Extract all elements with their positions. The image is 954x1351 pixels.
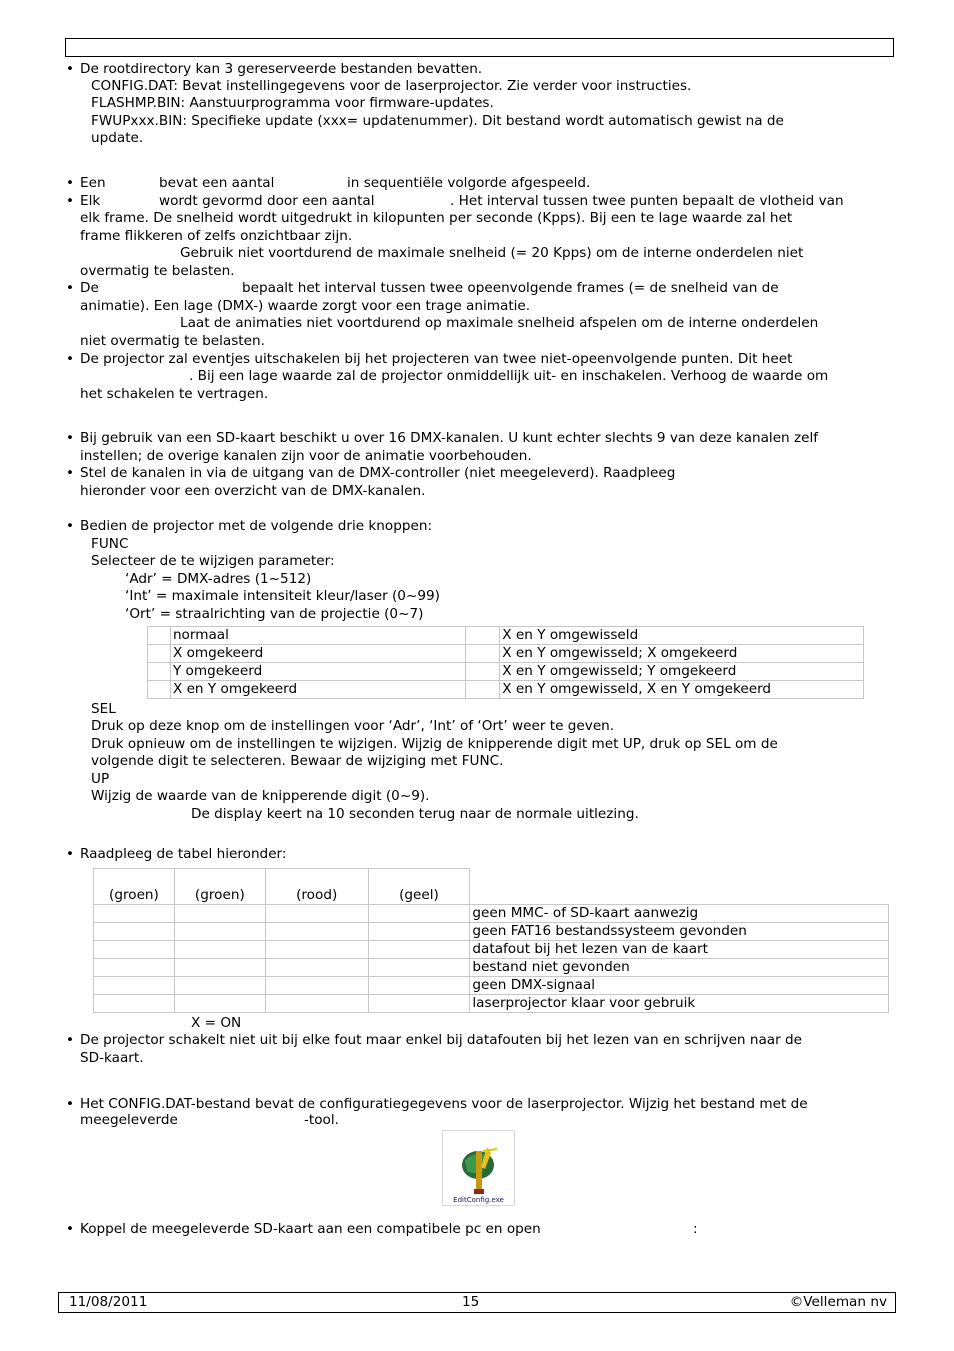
anim-l7a: De (80, 280, 99, 296)
table-cell: bestand niet gevonden (470, 959, 889, 977)
led-header-4: (geel) (368, 869, 470, 905)
led-note2: SD-kaart. (80, 1050, 144, 1066)
anim-l6: overmatig te belasten. (80, 263, 235, 279)
led-header-1: (groen) (94, 869, 175, 905)
table-cell: Y omgekeerd (170, 663, 465, 681)
table-row (94, 905, 889, 923)
anim-l2b: wordt gevormd door een aantal (159, 193, 375, 209)
table-header-row (94, 869, 889, 905)
anim-l5: Gebruik niet voortdurend de maximale snelheid (= 20 Kpps) om de interne onderdelen niet (180, 245, 804, 261)
config-l2a: meegeleverde (80, 1112, 178, 1128)
up-line2: De display keert na 10 seconden terug naar de normale uitlezing. (191, 806, 639, 822)
led-header-5 (470, 869, 889, 905)
root-flashmp: FLASHMP.BIN: Aanstuurprogramma voor firmware-updates. (91, 95, 494, 111)
sel-line3: volgende digit te selecteren. Bewaar de wijziging met FUNC. (91, 753, 504, 769)
table-row (94, 995, 889, 1013)
table-cell: geen FAT16 bestandssysteem gevonden (470, 923, 889, 941)
anim-l2c: . Het interval tussen twee punten bepaalt de vlotheid van (450, 193, 844, 209)
table-cell (466, 627, 500, 645)
table-cell (148, 645, 171, 663)
editconfig-icon (443, 1131, 514, 1205)
table-cell: datafout bij het lezen van de kaart (470, 941, 889, 959)
config-l2b: -tool. (304, 1112, 339, 1128)
led-intro: Raadpleeg de tabel hieronder: (80, 846, 287, 862)
footer-copyright: ©Velleman nv (789, 1294, 887, 1310)
led-note1: De projector schakelt niet uit bij elke fout maar enkel bij datafouten bij het lezen van en schrijven naar de (80, 1032, 803, 1048)
footer-date: 11/08/2011 (69, 1294, 148, 1310)
table-row (94, 959, 889, 977)
led-header-3: (rood) (265, 869, 368, 905)
table-cell (466, 681, 500, 699)
anim-l12: . Bij een lage waarde zal de projector onmiddellijk uit- en inschakelen. Verhoog de waarde om (189, 368, 829, 384)
buttons-intro: Bedien de projector met de volgende drie knoppen: (80, 518, 433, 534)
footer-page-number: 15 (462, 1294, 480, 1310)
root-line1: De rootdirectory kan 3 gereserveerde bestanden bevatten. (80, 61, 483, 77)
icon-caption: EditConfig.exe (453, 1196, 504, 1204)
sel-line2: Druk opnieuw om de instellingen te wijzigen. Wijzig de knipperende digit met UP, druk op SEL om de (91, 736, 778, 752)
dmx-l4: hieronder voor een overzicht van de DMX-kanalen. (80, 483, 426, 499)
anim-l3: elk frame. De snelheid wordt uitgedrukt in kilopunten per seconde (Kpps). Bij een te lage waarde zal het (80, 210, 793, 226)
func-adr: ‘Adr’ = DMX-adres (1~512) (125, 571, 312, 587)
table-cell (466, 645, 500, 663)
func-int: ‘Int’ = maximale intensiteit kleur/laser (0~99) (125, 588, 440, 604)
func-ort: ‘Ort’ = straalrichting van de projectie (0~7) (125, 606, 424, 622)
anim-l4: frame flikkeren of zelfs onzichtbaar zijn. (80, 228, 353, 244)
dmx-l2: instellen; de overige kanalen zijn voor de animatie voorbehouden. (80, 448, 532, 464)
table-row (94, 941, 889, 959)
header-box (65, 38, 894, 57)
anim-l1a: Een (80, 175, 106, 191)
root-config: CONFIG.DAT: Bevat instellingegevens voor de laserprojector. Zie verder voor instructies. (91, 78, 692, 94)
table-row (148, 645, 864, 663)
table-cell: X en Y omgewisseld, X en Y omgekeerd (500, 681, 864, 699)
led-legend: X = ON (191, 1015, 242, 1031)
anim-l9: Laat de animaties niet voortdurend op maximale snelheid afspelen om de interne onderdelen (180, 315, 819, 331)
func-label: FUNC (91, 536, 129, 552)
led-table (93, 868, 889, 1013)
table-row (148, 663, 864, 681)
sel-line1: Druk op deze knop om de instellingen voor ‘Adr’, ‘Int’ of ‘Ort’ weer te geven. (91, 718, 615, 734)
anim-l7b: bepaalt het interval tussen twee opeenvolgende frames (= de snelheid van de (242, 280, 779, 296)
table-row (94, 923, 889, 941)
table-cell: laserprojector klaar voor gebruik (470, 995, 889, 1013)
table-cell: X en Y omgewisseld (500, 627, 864, 645)
editconfig-app-icon[interactable] (442, 1130, 515, 1206)
anim-l8: animatie). Een lage (DMX-) waarde zorgt voor een trage animatie. (80, 298, 531, 314)
table-cell (148, 627, 171, 645)
table-cell: X en Y omgewisseld; X omgekeerd (500, 645, 864, 663)
up-label: UP (91, 771, 110, 787)
table-cell: geen MMC- of SD-kaart aanwezig (470, 905, 889, 923)
root-fwup2: update. (91, 130, 144, 146)
table-cell (148, 663, 171, 681)
anim-l13: het schakelen te vertragen. (80, 386, 269, 402)
sel-label: SEL (91, 701, 116, 717)
config-l3a: Koppel de meegeleverde SD-kaart aan een compatibele pc en open (80, 1221, 541, 1237)
table-row (148, 627, 864, 645)
ort-table (147, 626, 864, 699)
config-l1: Het CONFIG.DAT-bestand bevat de configuratiegegevens voor de laserprojector. Wijzig het bestand met de (80, 1096, 808, 1112)
table-cell: X en Y omgekeerd (170, 681, 465, 699)
anim-l1c: in sequentiële volgorde afgespeeld. (347, 175, 591, 191)
table-cell: normaal (170, 627, 465, 645)
table-cell: geen DMX-signaal (470, 977, 889, 995)
led-header-2: (groen) (174, 869, 265, 905)
up-line1: Wijzig de waarde van de knipperende digit (0~9). (91, 788, 430, 804)
footer (58, 1292, 896, 1313)
anim-l2a: Elk (80, 193, 101, 209)
anim-l1b: bevat een aantal (159, 175, 275, 191)
root-fwup1: FWUPxxx.BIN: Specifieke update (xxx= updatenummer). Dit bestand wordt automatisch gewist na de (91, 113, 784, 129)
table-cell (466, 663, 500, 681)
anim-l11: De projector zal eventjes uitschakelen bij het projecteren van twee niet-opeenvolgende punten. Dit heet (80, 351, 793, 367)
table-cell: X en Y omgewisseld; Y omgekeerd (500, 663, 864, 681)
dmx-l3: Stel de kanalen in via de uitgang van de DMX-controller (niet meegeleverd). Raadpleeg (80, 465, 676, 481)
table-row (148, 681, 864, 699)
dmx-l1: Bij gebruik van een SD-kaart beschikt u over 16 DMX-kanalen. U kunt echter slechts 9 van deze kanalen zelf (80, 430, 819, 446)
table-cell (148, 681, 171, 699)
table-cell: X omgekeerd (170, 645, 465, 663)
anim-l10: niet overmatig te belasten. (80, 333, 265, 349)
config-l3b: : (693, 1221, 698, 1237)
table-row (94, 977, 889, 995)
func-desc: Selecteer de te wijzigen parameter: (91, 553, 335, 569)
